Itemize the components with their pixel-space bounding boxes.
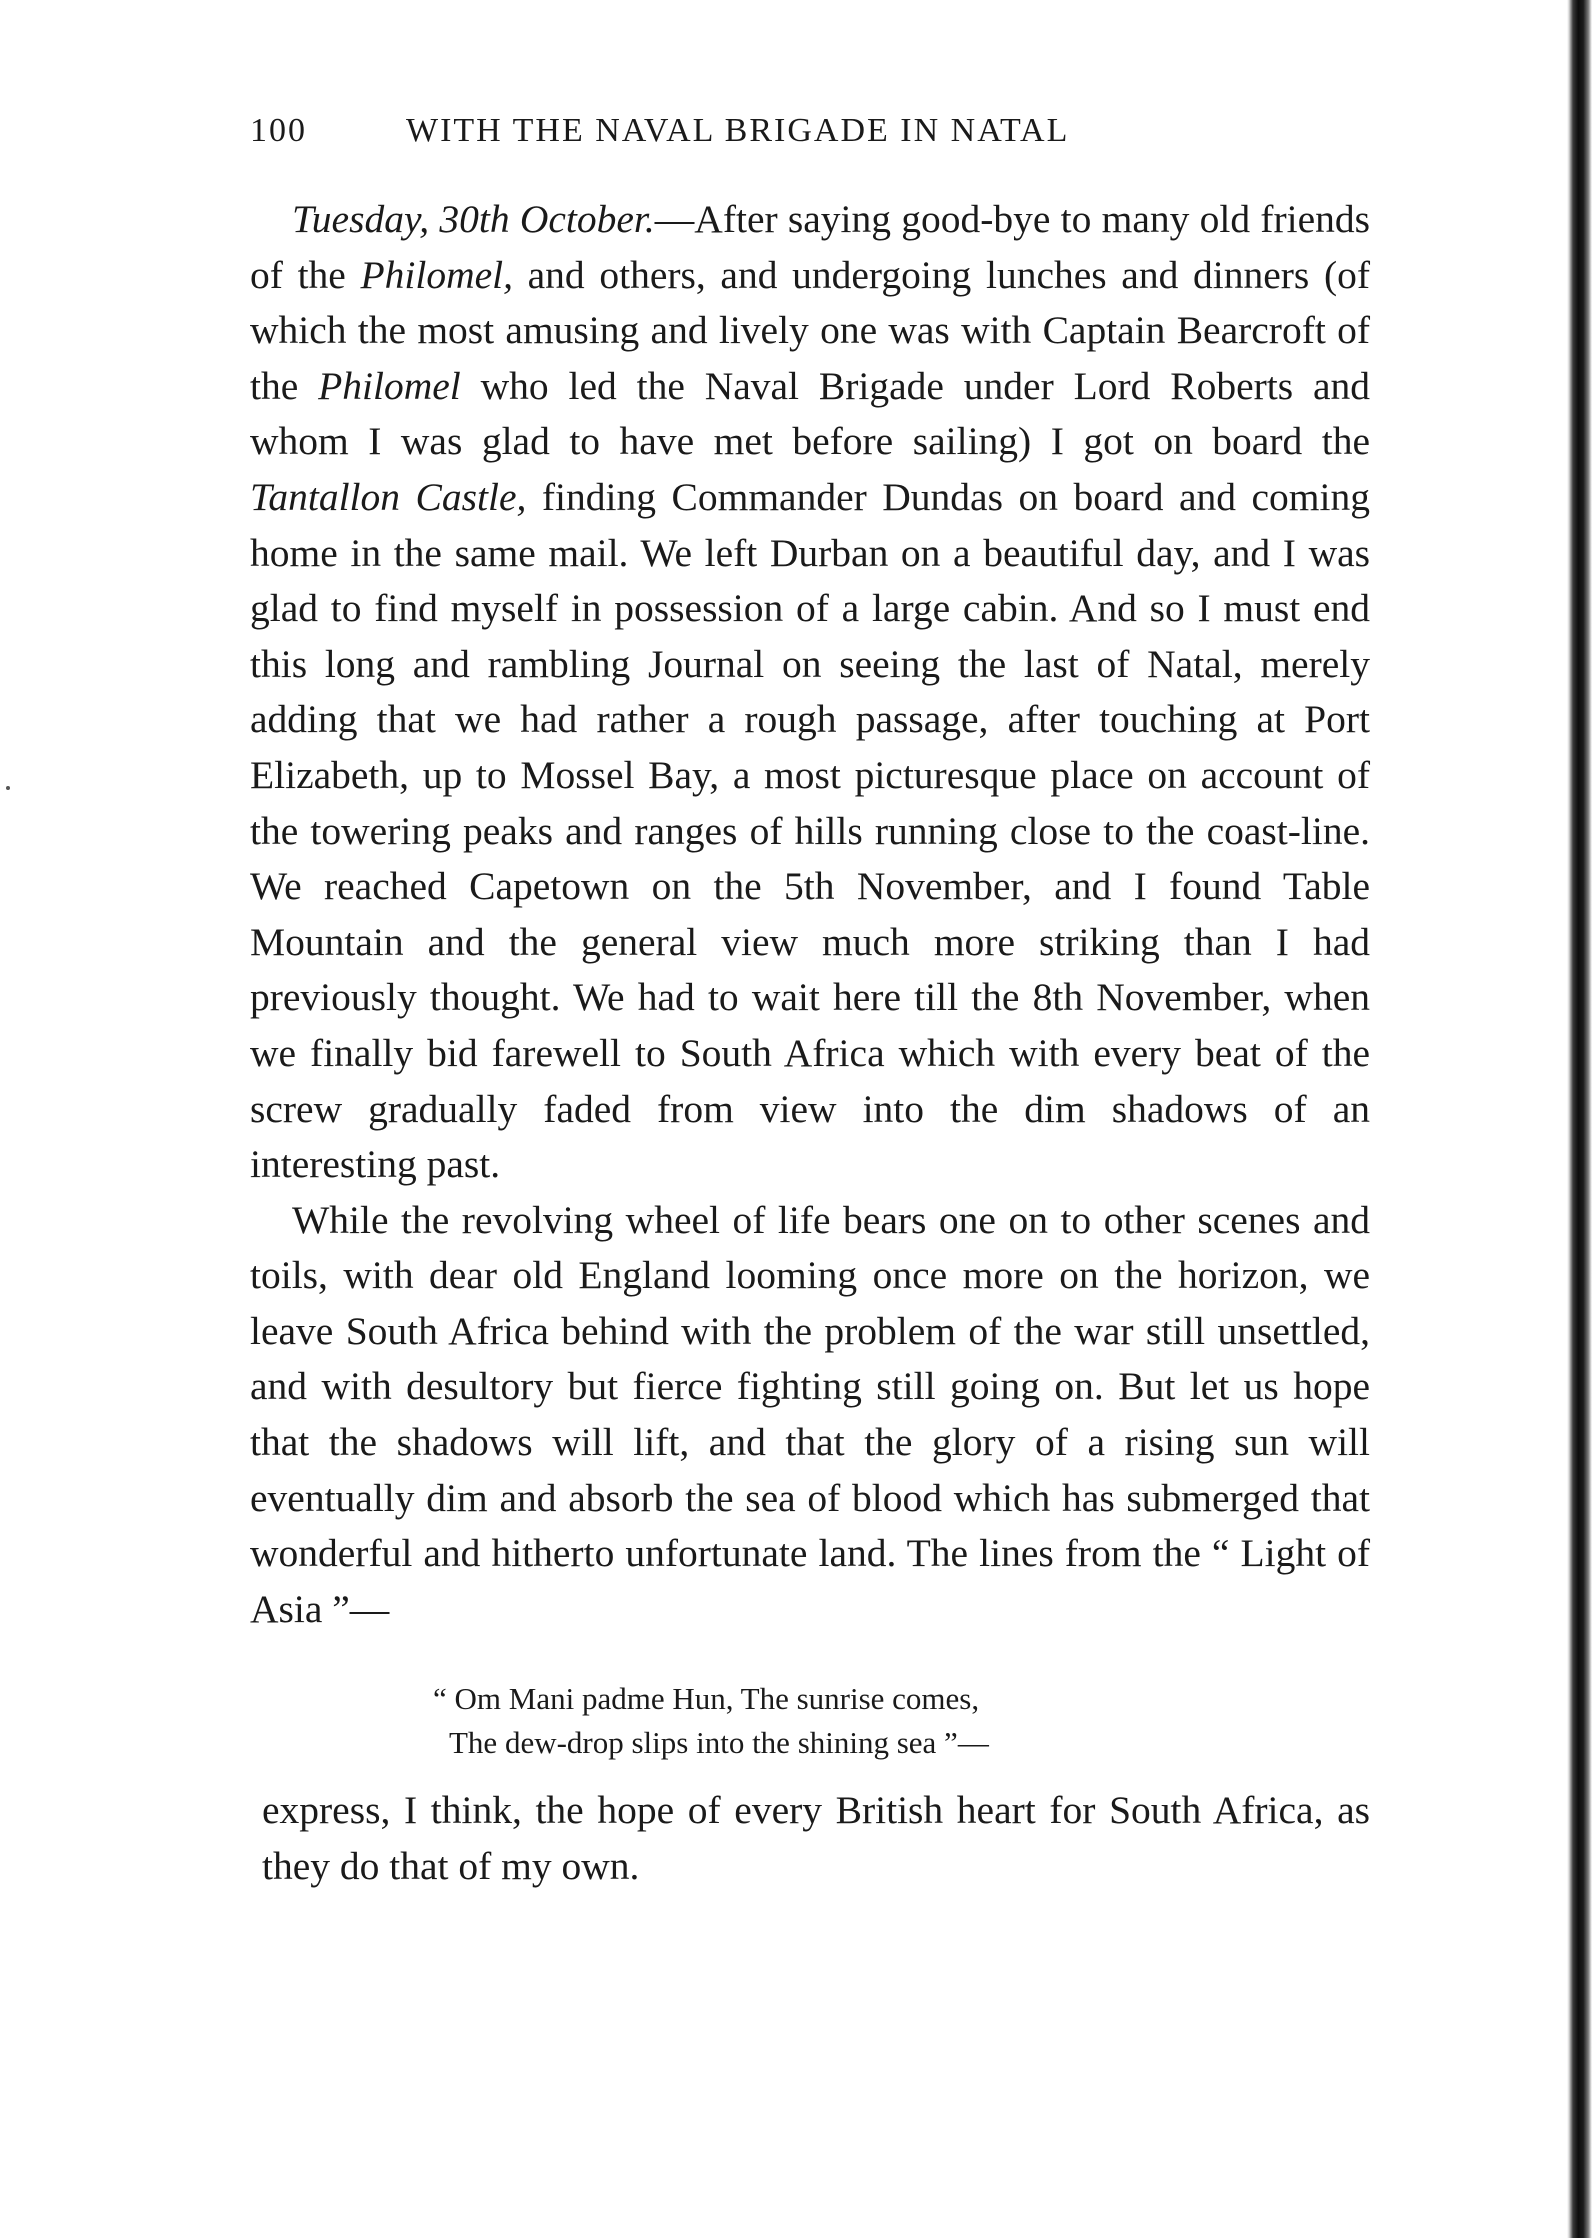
page-number: 100 — [250, 112, 307, 149]
margin-speck — [6, 786, 10, 790]
running-head — [250, 112, 1370, 152]
ship-name-philomel-2: Philomel — [318, 363, 461, 408]
paragraph-text-c: who led the Naval Brigade under Lord Roberts and whom I was glad to have met before sailing) I got on board the — [250, 363, 1370, 464]
running-title: WITH THE NAVAL BRIGADE IN NATAL — [406, 112, 1070, 149]
ship-name-philomel-1: Philomel, — [360, 252, 513, 297]
paragraph-text-a: —After saying good-bye to many old friends of the — [250, 197, 1370, 297]
paragraph-text-b: and others, and undergoing lunches and dinners (of which the most amusing and lively one was with Captain Bearcroft of the — [250, 252, 1370, 408]
book-spine-edge — [1567, 0, 1592, 2238]
paragraph-closing: express, I think, the hope of every British heart for South Africa, as they do that of my own. — [262, 1787, 1370, 1888]
verse-line-2: The dew-drop slips into the shining sea ”— — [449, 1724, 989, 1760]
paragraph-reflection: While the revolving wheel of life bears one on to other scenes and toils, with dear old England looming once more on the horizon, we leave South Africa behind with the problem of the war still unsettled, and with desultory but fierce fighting still going on. But let us hope that the shadows will lift, and that the glory of a rising sun will eventually dim and absorb the sea of blood which has submerged that wonderful and hitherto unfortunate land. The lines from the “ Light of Asia ”— — [250, 1197, 1370, 1631]
ship-name-tantallon-castle: Tantallon Castle, — [250, 474, 527, 519]
verse-line-1: “ Om Mani padme Hun, The sunrise comes, — [433, 1680, 980, 1716]
date-heading: Tuesday, 30th October. — [292, 197, 655, 241]
body-text — [250, 192, 1370, 1894]
paragraph-text-d: finding Commander Dundas on board and coming home in the same mail. We left Durban on a beautiful day, and I was glad to find myself in possession of a large cabin. And so I must end this long and rambling Journal on seeing the last of Natal, merely adding that we had rather a rough passage, after touching at Port Elizabeth, up to Mossel Bay, a most picturesque place on account of the towering peaks and ranges of hills running close to the coast-line. We reached Capetown on the 5th November, and I found Table Mountain and the general view much more striking than I had previously thought. We had to wait here till the 8th November, when we finally bid farewell to South Africa which with every beat of the screw gradually faded from view into the dim shadows of an interesting past. — [250, 474, 1370, 1187]
paragraph-journal-end — [250, 192, 1370, 1193]
verse-quotation — [433, 1677, 1370, 1765]
